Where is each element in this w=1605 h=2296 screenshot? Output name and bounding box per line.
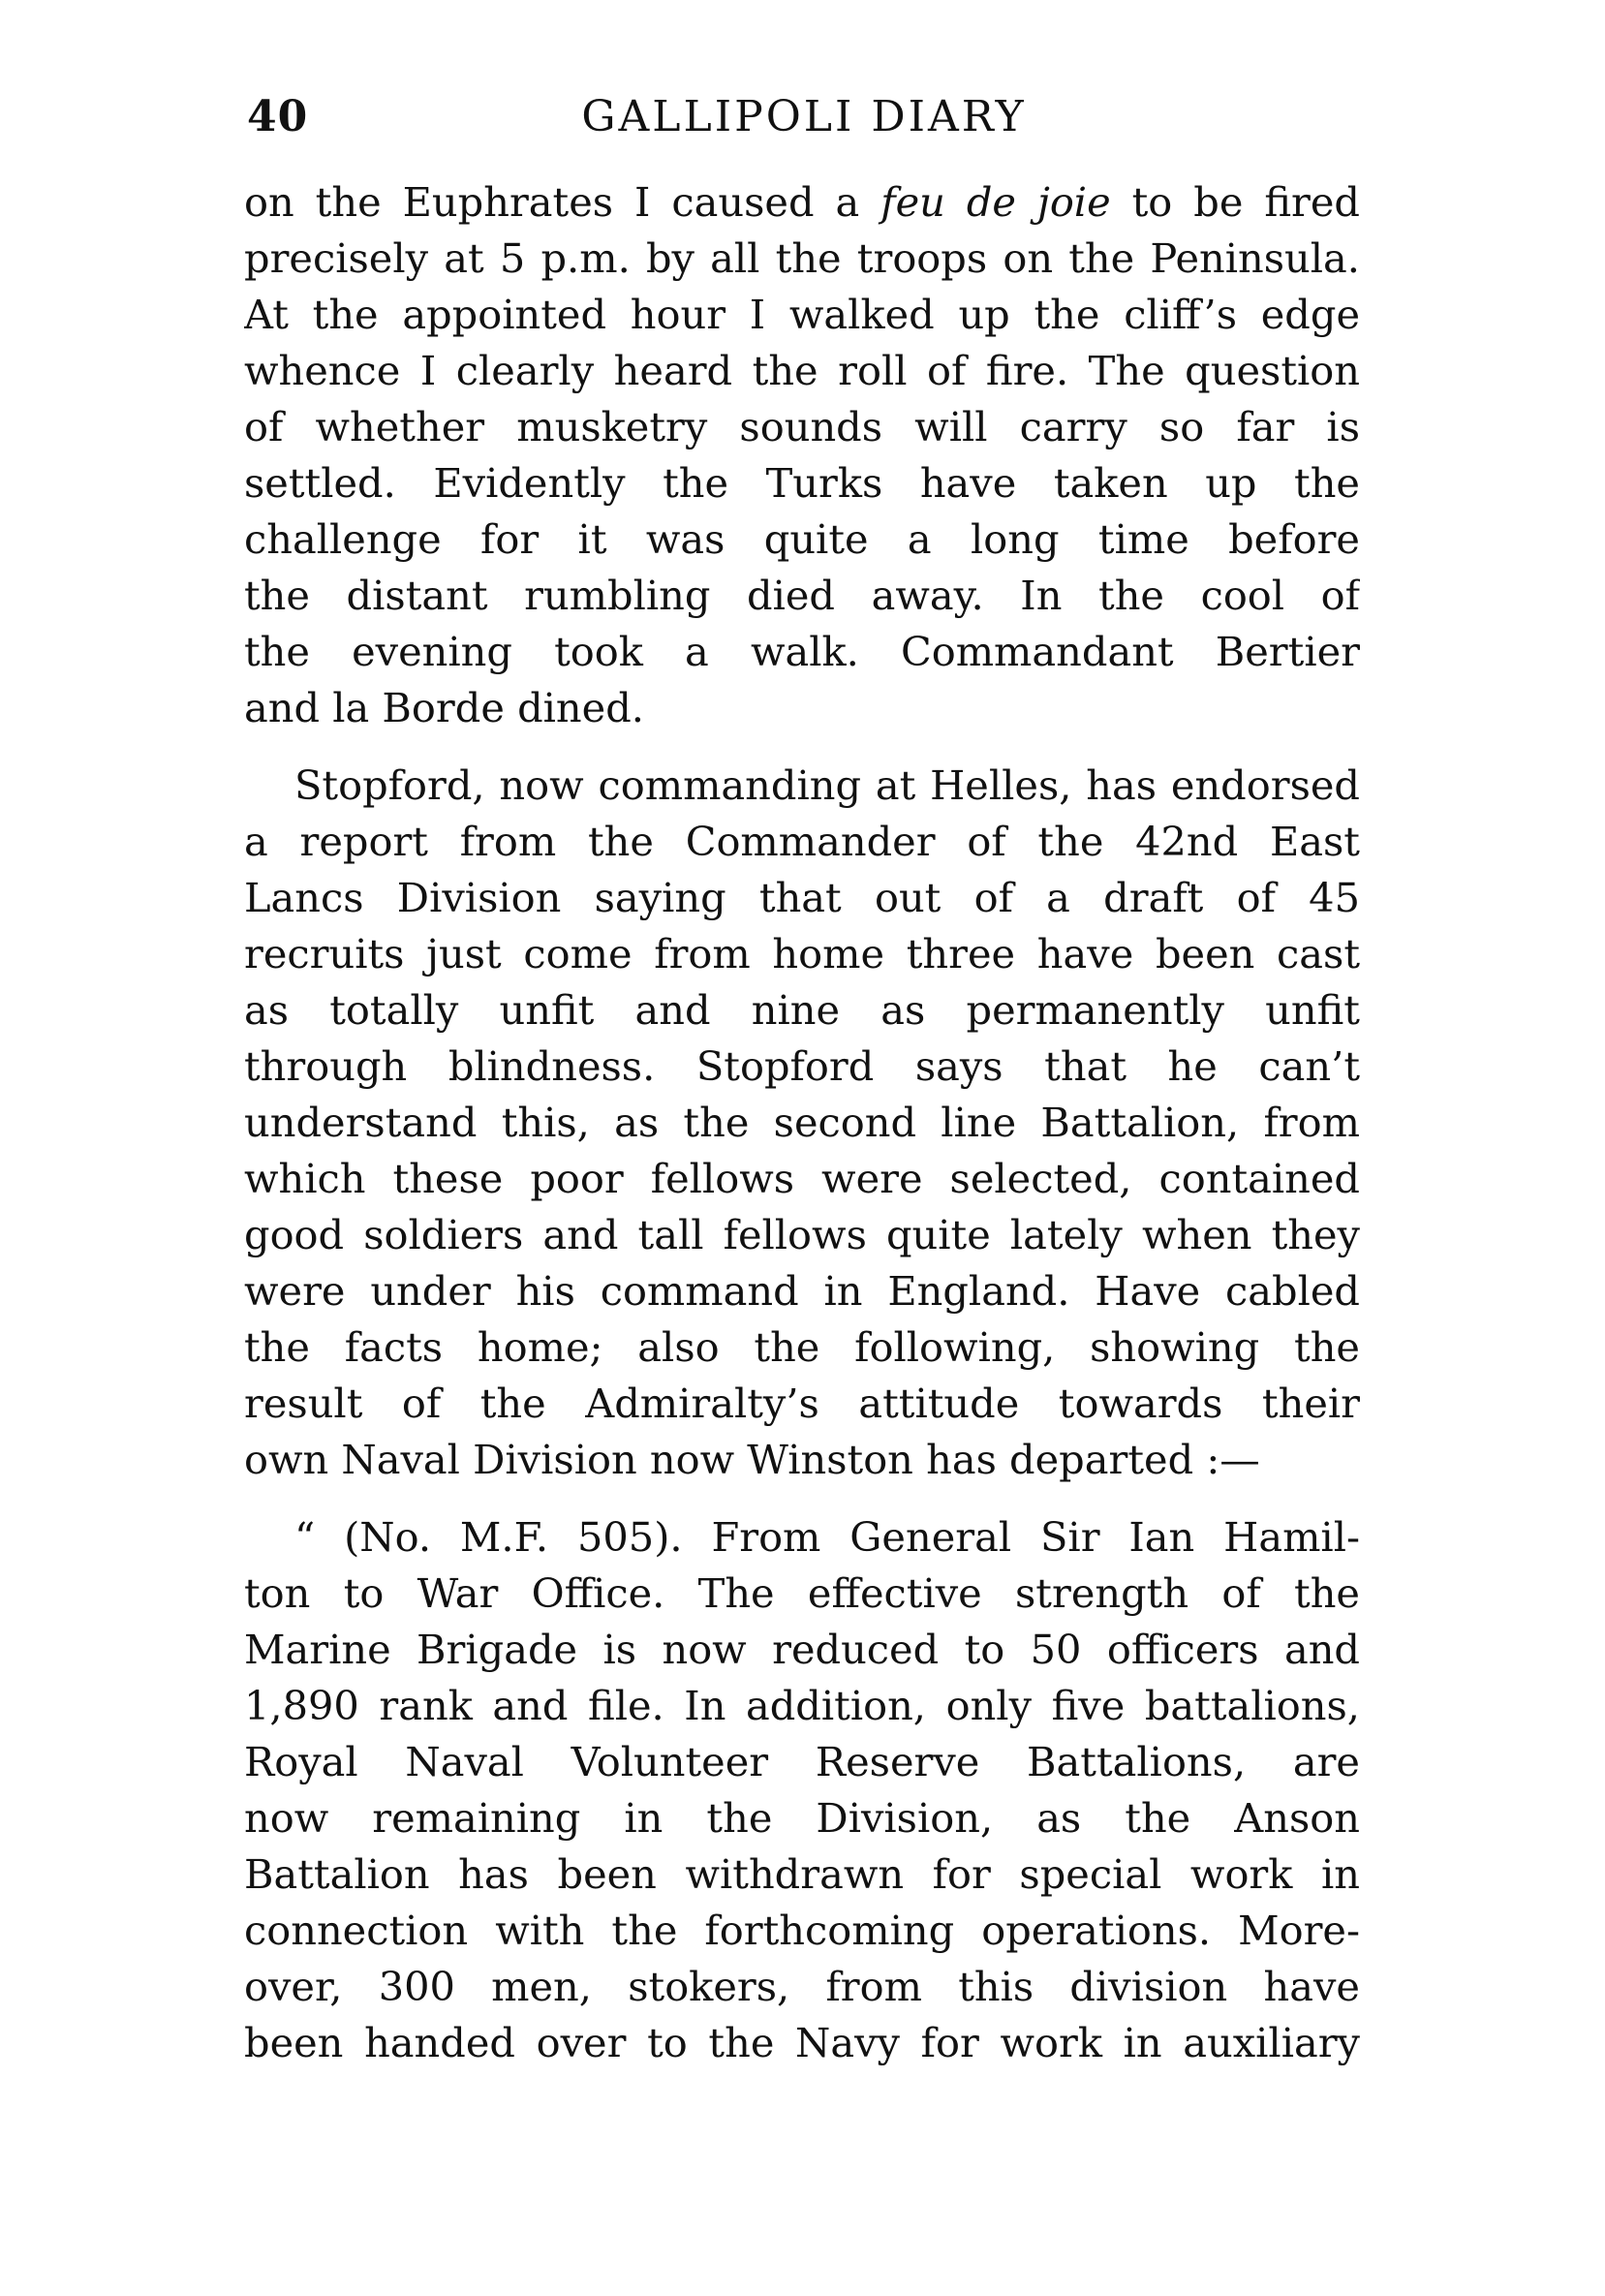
text-line: settled. Evidently the Turks have taken up the (244, 459, 1360, 507)
text-line: Marine Brigade is now reduced to 50 officers and (244, 1626, 1360, 1673)
text-line: Stopford, now commanding at Helles, has endorsed (294, 761, 1360, 809)
text-line: result of the Admiralty’s attitude towards their (244, 1380, 1360, 1427)
paragraph-2 (244, 758, 1360, 1488)
text-line: over, 300 men, stokers, from this division have (244, 1963, 1360, 2010)
text-run: to be fired (1110, 178, 1360, 226)
text-line: whence I clearly heard the roll of fire. The question (244, 347, 1360, 394)
text-line: ton to War Office. The effective strength of the (244, 1569, 1360, 1617)
text-line: Battalion has been withdrawn for special work in (244, 1850, 1360, 1898)
text-run: on the Euphrates I caused a (244, 178, 881, 226)
text-line: were under his command in England. Have cabled (244, 1267, 1360, 1315)
text-line: own Naval Division now Winston has departed :— (244, 1436, 1260, 1483)
text-line: a report from the Commander of the 42nd East (244, 818, 1360, 865)
text-line: and la Borde dined. (244, 684, 644, 731)
text-line: precisely at 5 p.m. by all the troops on the Peninsula. (244, 234, 1360, 282)
text-line: recruits just come from home three have been cast (244, 930, 1360, 977)
text-line: understand this, as the second line Battalion, from (244, 1099, 1360, 1146)
text-line: “ (No. M.F. 505). From General Sir Ian Hamil- (294, 1513, 1360, 1561)
text-line: the facts home; also the following, showing the (244, 1323, 1360, 1371)
text-line: through blindness. Stopford says that he can’t (244, 1042, 1360, 1090)
text-line: the distant rumbling died away. In the cool of (244, 572, 1360, 619)
text-line: connection with the forthcoming operations. More- (244, 1907, 1360, 1954)
text-line: the evening took a walk. Commandant Bertier (244, 628, 1360, 675)
text-line: of whether musketry sounds will carry so far is (244, 403, 1360, 450)
text-line: good soldiers and tall fellows quite lately when they (244, 1211, 1360, 1258)
italic-phrase: feu de joie (880, 178, 1111, 226)
paragraph-1 (244, 174, 1360, 736)
text-line: been handed over to the Navy for work in auxiliary (244, 2019, 1360, 2066)
text-line: challenge for it was quite a long time before (244, 515, 1360, 563)
text-line: 1,890 rank and file. In addition, only five battalions, (244, 1682, 1360, 1729)
body-text (244, 174, 1360, 2071)
text-line: At the appointed hour I walked up the cliff’s edge (244, 291, 1360, 338)
text-line: which these poor fellows were selected, contained (244, 1155, 1360, 1202)
page-header (247, 92, 1361, 160)
paragraph-3-cable (244, 1509, 1360, 2071)
page-number: 40 (247, 92, 309, 141)
text-line: Royal Naval Volunteer Reserve Battalions, are (244, 1738, 1360, 1785)
text-line (244, 174, 1360, 231)
running-title: GALLIPOLI DIARY (581, 92, 1027, 141)
text-line: as totally unfit and nine as permanently unfit (244, 986, 1360, 1034)
text-line: Lancs Division saying that out of a draft of 45 (244, 874, 1360, 921)
text-line: now remaining in the Division, as the Anson (244, 1794, 1360, 1842)
